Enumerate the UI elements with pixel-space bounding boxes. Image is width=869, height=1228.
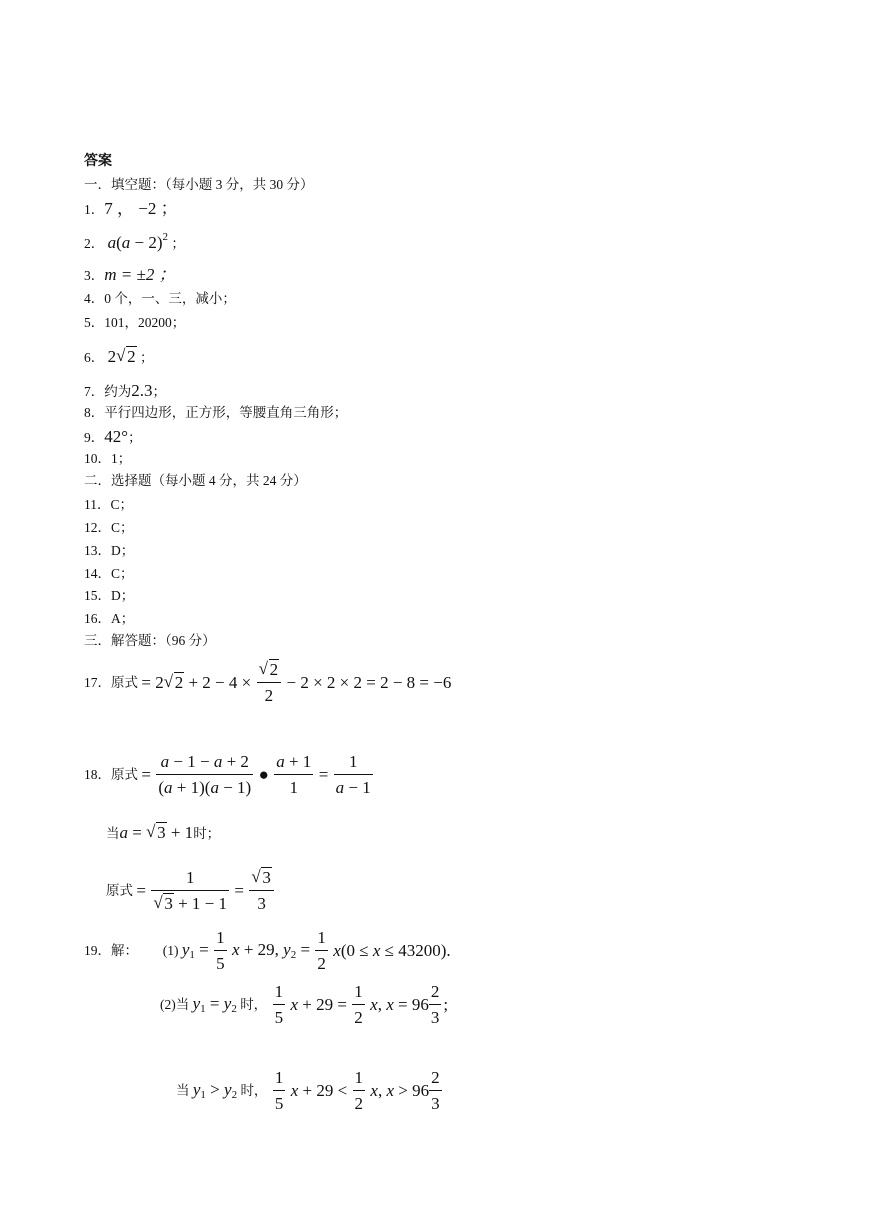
q19-part3: 当 $y_1 > y_2$ 时， $\frac{1}{5}$ x + 29 < $\frac{1}{2}$ x, x > 96 $\frac{2}{3}$	[176, 1068, 440, 1113]
q5: 5．101，20200；	[84, 315, 186, 330]
q16: 16．A；	[84, 611, 135, 626]
q18-condition: 当a = √ 3 + 1时；	[106, 824, 220, 841]
q11: 11．C；	[84, 497, 134, 512]
q17: 17．原式 = 2√ 2 + 2 − 4 × √ $\frac{2}{2}$ − 2 × 2 × 2 = 2 − 8 = −6	[84, 660, 451, 705]
section-3-heading: 三．解答题：（96 分）	[84, 633, 216, 648]
section-1-heading: 一．填空题：（每小题 3 分，共 30 分）	[84, 177, 314, 192]
q12: 12．C；	[84, 520, 134, 535]
q19-part1: 19．解： (1) $y_1$ = $\frac{1}{5}$ x + 29, $y_2$ = $\frac{1}{2}$ x(0 ≤ x ≤ 43200).	[84, 928, 451, 973]
q6: 6． 2√ 2 ；	[84, 348, 154, 365]
q7: 7．约为2.3；	[84, 381, 166, 400]
q14: 14．C；	[84, 566, 134, 581]
q3: 3．m = ±2 ；	[84, 265, 176, 284]
q18-result: 原式 = 1 √ 3 + 1 − 1 = √ $\frac{3}{3}$	[106, 868, 276, 913]
q15: 15．D；	[84, 588, 135, 603]
q19-part2: (2)当 $y_1 = y_2$ 时， $\frac{1}{5}$ x + 29 = $\frac{1}{2}$ x, x = 96 $\frac{2}{3}$ ;	[160, 982, 449, 1027]
q10: 10．1；	[84, 451, 132, 466]
q1: 1．7 ， −2 ；	[84, 199, 178, 218]
answer-title: 答案	[84, 154, 112, 169]
section-2-heading: 二．选择题（每小题 4 分，共 24 分）	[84, 473, 307, 488]
q9: 9．42°；	[84, 427, 142, 446]
q18: 18．原式 = $\frac{a - 1 - a + 2}{(a + 1)(a - 1)}$ ● $\frac{a + 1}{1}$ = $\frac{1}{a - 1}$	[84, 752, 371, 797]
q8: 8．平行四边形，正方形，等腰直角三角形；	[84, 405, 348, 420]
q2: 2． $a(a - 2)^2$ ；	[84, 231, 185, 252]
q4: 4．0 个，一、三，减小；	[84, 291, 236, 306]
q13: 13．D；	[84, 543, 135, 558]
